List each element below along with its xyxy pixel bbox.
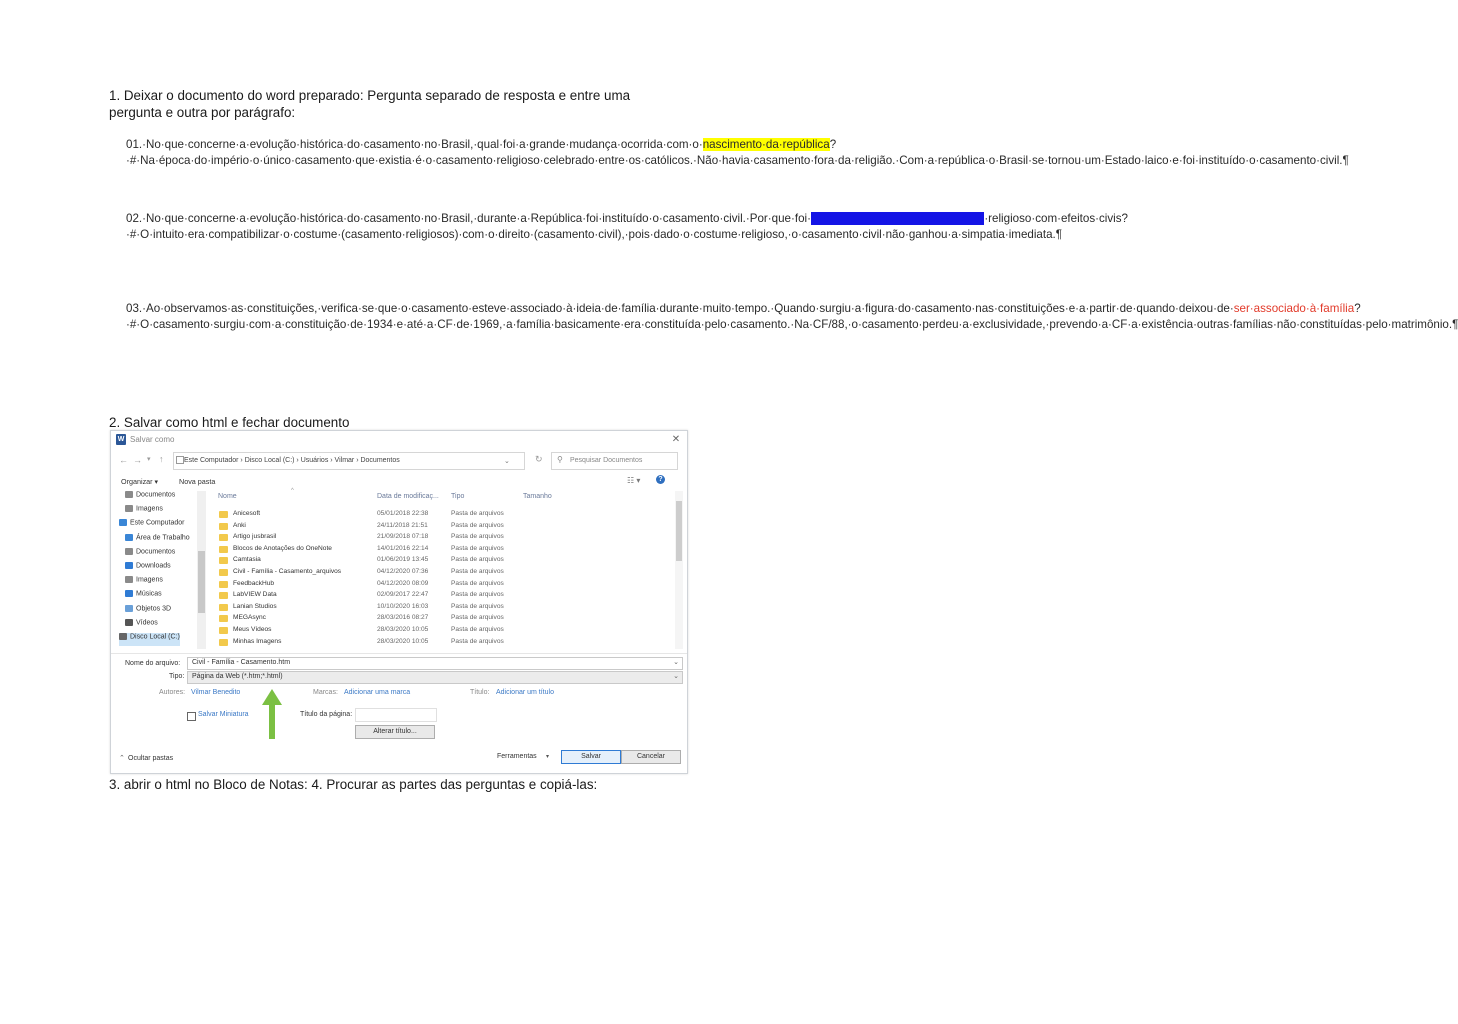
p3-text-a: 03.·Ao·observamos·as·constituições,·verifica·se·que·o·casamento·esteve·associado·à·ideia·de·família·durante·muito·tempo.·Quando·surgiu·a·figura·do·casamento·nas·constituições·e·a·partir·de·quando·deixou·de· xyxy=(126,302,1234,315)
sort-caret-icon: ^ xyxy=(291,488,294,494)
p3-text-b: ?·#·O·casamento·surgiu·com·a·constituição·de·1934·e·até·a·CF·de·1969,·a·família·basicamente·era·constituída·pelo·casamento.·Na·CF/88,·o·casamento·perdeu·a·exclusividade,·prevendo·a·CF·a·existência·outras·famílias·não·constituídas·pelo·matrimônio.¶ xyxy=(126,302,1458,332)
file-row[interactable] xyxy=(215,521,671,533)
filename-label: Nome do arquivo: xyxy=(125,660,181,667)
file-date: 02/09/2017 22:47 xyxy=(377,591,429,599)
file-name: Lanian Studios xyxy=(233,602,277,610)
forward-arrow-icon[interactable]: → xyxy=(133,455,142,465)
sidebar-item[interactable] xyxy=(125,562,171,575)
file-name: Camtasia xyxy=(233,556,261,564)
filename-value: Civil - Família - Casamento.htm xyxy=(192,659,291,666)
type-dropdown-icon[interactable]: ⌄ xyxy=(673,673,679,680)
organize-button[interactable]: Organizar ▾ xyxy=(121,477,159,486)
p2-selection-highlight: criado,·em·seguida,·o·casamento xyxy=(810,212,985,225)
sidebar-item-label: Vídeos xyxy=(136,619,158,627)
step-2-text: 2. Salvar como html e fechar documento xyxy=(109,415,350,430)
sidebar-item-label: Documentos xyxy=(136,491,176,499)
file-name: Anki xyxy=(233,521,246,529)
file-type: Pasta de arquivos xyxy=(451,533,504,541)
sidebar-item[interactable] xyxy=(125,491,175,504)
save-as-dialog xyxy=(110,430,688,774)
help-icon[interactable]: ? xyxy=(656,475,665,484)
file-row[interactable] xyxy=(215,532,671,544)
file-row[interactable] xyxy=(215,567,671,579)
folder-icon xyxy=(219,627,228,634)
hide-folders-chevron-icon[interactable]: ⌃ xyxy=(119,755,125,762)
search-placeholder: Pesquisar Documentos xyxy=(570,457,643,464)
address-dropdown-icon[interactable]: ⌄ xyxy=(504,456,511,465)
sidebar-item[interactable] xyxy=(119,633,180,646)
file-date: 05/01/2018 22:38 xyxy=(377,510,429,517)
sidebar-item[interactable] xyxy=(125,534,190,547)
folder-icon xyxy=(219,569,228,576)
cancel-button[interactable]: Cancelar xyxy=(621,750,681,764)
question-paragraph-3 xyxy=(126,301,1458,333)
dialog-title-bar xyxy=(111,431,687,449)
title-link[interactable]: Adicionar um título xyxy=(496,689,554,696)
tools-menu[interactable]: Ferramentas xyxy=(497,753,537,760)
folder-icon xyxy=(219,557,228,564)
file-name: LabVIEW Data xyxy=(233,591,277,599)
page-title-label: Título da página: xyxy=(300,711,353,718)
file-type: Pasta de arquivos xyxy=(451,556,504,564)
sidebar-item-label: Objetos 3D xyxy=(136,604,172,612)
up-arrow-icon[interactable]: ↑ xyxy=(159,454,164,464)
file-row[interactable] xyxy=(215,590,671,602)
file-name: MEGAsync xyxy=(233,614,266,622)
sidebar-item[interactable] xyxy=(125,619,158,632)
hide-folders-button[interactable]: Ocultar pastas xyxy=(128,755,174,762)
folder-icon xyxy=(125,548,133,555)
file-scrollbar-thumb[interactable] xyxy=(676,501,682,561)
file-date: 14/01/2016 22:14 xyxy=(377,544,429,552)
file-row[interactable] xyxy=(215,625,671,637)
green-arrow-icon xyxy=(261,689,283,741)
folder-icon xyxy=(125,491,133,498)
col-date-header[interactable]: Data de modificaç... xyxy=(377,493,439,500)
sidebar-item-label: Disco Local (C:) xyxy=(130,633,180,641)
file-date: 10/10/2020 16:03 xyxy=(377,602,429,610)
save-button[interactable]: Salvar xyxy=(561,750,621,764)
file-type: Pasta de arquivos xyxy=(451,521,504,529)
sidebar-item-label: Documentos xyxy=(136,548,176,556)
col-type-header[interactable]: Tipo xyxy=(451,493,465,500)
filename-dropdown-icon[interactable]: ⌄ xyxy=(673,659,679,666)
tools-dropdown-icon[interactable]: ▾ xyxy=(546,754,550,760)
file-date: 24/11/2018 21:51 xyxy=(377,521,428,529)
file-type: Pasta de arquivos xyxy=(451,637,504,645)
file-name: Anicesoft xyxy=(233,510,261,517)
divider xyxy=(111,653,687,654)
sidebar-item[interactable] xyxy=(125,605,171,618)
folder-icon xyxy=(219,592,228,599)
file-type: Pasta de arquivos xyxy=(451,602,504,610)
folder-icon xyxy=(125,562,133,569)
address-bar[interactable] xyxy=(173,452,525,470)
folder-icon xyxy=(219,615,228,622)
view-options-icon[interactable]: ☷ ▾ xyxy=(627,476,641,485)
folder-icon xyxy=(119,633,127,640)
sidebar-item-label: Downloads xyxy=(136,562,171,570)
folder-icon xyxy=(219,639,228,646)
sidebar-item-label: Área de Trabalho xyxy=(136,533,190,541)
file-type: Pasta de arquivos xyxy=(451,544,504,552)
file-date: 28/03/2016 08:27 xyxy=(377,614,429,622)
authors-label: Autores: xyxy=(159,689,186,696)
folder-icon xyxy=(119,519,127,526)
computer-icon xyxy=(176,456,184,464)
col-name-header[interactable]: Nome xyxy=(218,493,237,500)
file-row[interactable] xyxy=(215,555,671,567)
type-label: Tipo: xyxy=(169,673,185,680)
question-paragraph-1 xyxy=(126,137,1349,169)
file-type: Pasta de arquivos xyxy=(451,579,504,587)
authors-value[interactable]: Vilmar Benedito xyxy=(191,689,241,696)
file-type: Pasta de arquivos xyxy=(451,614,504,622)
file-name: Minhas Imagens xyxy=(233,637,282,645)
sidebar-item[interactable] xyxy=(119,519,184,532)
file-type: Pasta de arquivos xyxy=(451,568,504,575)
word-icon: W xyxy=(117,436,125,443)
nav-scrollbar-thumb[interactable] xyxy=(198,551,205,613)
file-date: 04/12/2020 08:09 xyxy=(377,579,429,587)
file-row[interactable] xyxy=(215,613,671,625)
step-1-text: 1. Deixar o documento do word preparado: Pergunta separado de resposta e entre uma pergunta e outra por parágrafo: xyxy=(109,88,631,120)
p1-text-a: 01.·No·que·concerne·a·evolução·histórica·do·casamento·no·Brasil,·qual·foi·a·grande·mudança·ocorrida·com·o· xyxy=(126,138,703,151)
col-size-header[interactable]: Tamanho xyxy=(523,493,552,500)
file-row[interactable] xyxy=(215,602,671,614)
folder-icon xyxy=(125,619,133,626)
file-type: Pasta de arquivos xyxy=(451,626,504,633)
sidebar-item[interactable] xyxy=(125,505,163,518)
file-date: 21/09/2018 07:18 xyxy=(377,533,429,541)
filename-input[interactable] xyxy=(187,657,683,670)
file-name: Meus Vídeos xyxy=(233,626,272,633)
file-row[interactable] xyxy=(215,544,671,556)
p1-text-b: ?·#·Na·época·do·império·o·único·casamento·que·existia·é·o·casamento·religioso·celebrado·entre·os·católicos.·Não·havia·casamento·fora·da·religião.·Com·a·república·o·Brasil·se·tornou·um·Estado·laico·e·foi·instituído·o·casamento·civil.¶ xyxy=(126,138,1349,168)
folder-icon xyxy=(125,605,133,612)
folder-icon xyxy=(219,604,228,611)
p1-highlight: nascimento·da·república xyxy=(702,138,830,151)
folder-icon xyxy=(219,511,228,518)
refresh-icon[interactable]: ↻ xyxy=(535,454,543,464)
file-type: Pasta de arquivos xyxy=(451,591,504,599)
file-name: Civil - Família - Casamento_arquivos xyxy=(233,568,342,575)
file-type: Pasta de arquivos xyxy=(451,510,504,517)
sidebar-item[interactable] xyxy=(125,548,175,561)
folder-icon xyxy=(219,546,228,553)
file-date: 28/03/2020 10:05 xyxy=(377,626,429,633)
sidebar-item-label: Este Computador xyxy=(130,519,185,527)
folder-icon xyxy=(125,590,133,597)
folder-icon xyxy=(219,534,228,541)
p2-text-a: 02.·No·que·concerne·a·evolução·histórica·do·casamento·no·Brasil,·durante·a·República·foi·instituído·o·casamento·civil.·Por·que·foi· xyxy=(126,212,811,225)
title-label: Título: xyxy=(470,689,490,696)
new-folder-button[interactable]: Nova pasta xyxy=(179,477,216,486)
folder-icon xyxy=(125,576,133,583)
file-name: Blocos de Anotações do OneNote xyxy=(233,544,332,552)
folder-icon xyxy=(219,523,228,530)
file-row[interactable] xyxy=(215,509,671,521)
type-select[interactable] xyxy=(187,671,683,684)
sidebar-item-label: Imagens xyxy=(136,505,163,513)
file-name: Artigo jusbrasil xyxy=(233,533,277,541)
search-input[interactable] xyxy=(551,452,678,470)
search-icon: ⚲ xyxy=(557,455,563,464)
recent-chevron-icon[interactable]: ▾ xyxy=(147,456,151,463)
save-thumbnail-label[interactable]: Salvar Miniatura xyxy=(198,711,249,718)
sidebar-item[interactable] xyxy=(125,590,162,603)
type-value: Página da Web (*.htm;*.html) xyxy=(192,673,283,680)
folder-icon xyxy=(125,505,133,512)
file-row[interactable] xyxy=(215,637,671,649)
change-title-button[interactable]: Alterar título... xyxy=(355,725,435,739)
file-name: FeedbackHub xyxy=(233,579,275,587)
breadcrumb: Este Computador › Disco Local (C:) › Usuários › Vilmar › Documentos xyxy=(184,457,400,464)
file-date: 01/06/2019 13:45 xyxy=(377,556,429,564)
folder-icon xyxy=(125,534,133,541)
p2-text-b: ·religioso·com·efeitos·civis?·#·O·intuito·era·compatibilizar·o·costume·(casamento·religiosos)·com·o·direito·(casamento·civil),·pois·dado·o·costume·religioso,·o·casamento·civil·não·ganhou·a·simpatia·imediata.¶ xyxy=(126,212,1128,242)
step-3-text: 3. abrir o html no Bloco de Notas: 4. Procurar as partes das perguntas e copiá-las: xyxy=(109,777,598,792)
sidebar-item-label: Músicas xyxy=(136,590,162,598)
close-button[interactable]: ✕ xyxy=(671,434,681,445)
question-paragraph-2 xyxy=(126,211,1128,243)
page-title-field xyxy=(355,708,437,722)
file-date: 04/12/2020 07:36 xyxy=(377,568,429,575)
tags-link[interactable]: Adicionar uma marca xyxy=(344,689,411,696)
tags-label: Marcas: xyxy=(313,689,338,696)
sidebar-item[interactable] xyxy=(125,576,163,589)
back-arrow-icon[interactable]: ← xyxy=(119,455,128,465)
dialog-title: Salvar como xyxy=(130,435,175,444)
file-date: 28/03/2020 10:05 xyxy=(377,637,429,645)
file-row[interactable] xyxy=(215,579,671,591)
p3-red-text: ser·associado·à·família xyxy=(1233,302,1355,315)
sidebar-item-label: Imagens xyxy=(136,576,163,584)
folder-icon xyxy=(219,581,228,588)
save-thumbnail-checkbox[interactable] xyxy=(187,712,196,721)
